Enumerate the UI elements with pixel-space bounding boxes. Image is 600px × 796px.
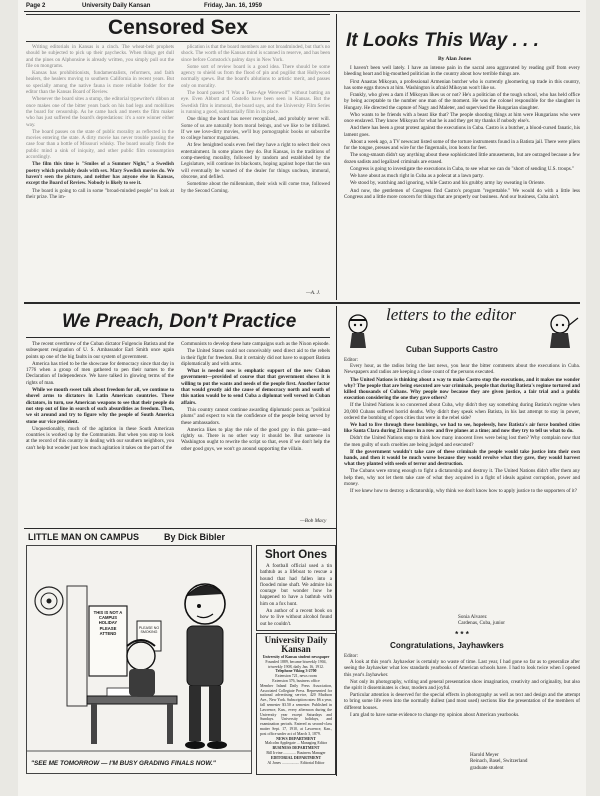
preach-column-1 — [26, 341, 174, 523]
paper-name: University Daily Kansan — [82, 3, 151, 9]
staff-heading: EDITORIAL DEPARTMENT — [270, 755, 322, 760]
preach-title: We Preach, Don't Practice — [62, 311, 297, 332]
letters-banner: letters to the editor — [386, 305, 516, 324]
preach-column-2 — [181, 341, 330, 517]
paragraph: While we mouth sweet talk about freedom for all, we continue to shovel arms to dictators in Latin American countries. These dictators, in turn, use American weapons to see that their people do not step out of line in search of such absurdities as freedom. Then, we sit around and try to figure why the people of South America stone our vice president. — [26, 387, 174, 425]
staff-heading: BUSINESS DEPARTMENT — [272, 746, 320, 751]
paragraph: And there has been a great protest against the executions in Cuba. Castro is a butcher, a blood-cursed fanatic, his lament goes. — [344, 125, 580, 138]
paragraph: One thing the board has never recognized, and probably never will. Some of us are naturally born moral beings, and we like to be titillated. If we see love-dirty movies, we'll buy pornographic books or subscribe to college humor magazines. — [181, 116, 330, 142]
paragraph: Communists to develop these hate campaigns such as the Nixon episode. — [181, 341, 330, 347]
paragraph: The recent overthrow of the Cuban dictator Fulgencio Batista and the subsequent resignation of U. S. Ambassador Earl Smith once again points up one of the big faults in our system of government. — [26, 341, 174, 360]
masthead-rule — [24, 11, 580, 12]
staff-line: Al Jones .................. Editorial Editor — [267, 760, 325, 765]
paragraph: The United States could not conceivably send direct aid to the rebels in their fight for freedom. But it certainly did not have to support Batista diplomatically and with arms. — [181, 348, 330, 367]
section-rule — [24, 302, 580, 304]
paragraph: Not only its photography, writing and general presentation show imagination, creativity and originality, but also the spirit it disseminates is clear, modern and joyful. — [344, 678, 580, 692]
paragraph: The board passes on the state of public morality as reflected in the movies entering the state. A dirty movie has never trouble passing the case four than a bottle of Missouri whisky. The board usually finds the public mind a sink of iniquity, and other public film consumption accordingly. — [26, 128, 174, 161]
staff-heading: NEWS DEPARTMENT — [276, 736, 316, 741]
cartoon-small-sign: PLEASE NO SMOKING — [138, 626, 160, 635]
paragraph: Some sort of review board is a good idea. There should be some agency to shield us from the flood of pin and pugilist that Hollywood normally spews. But the board's ablutions to artistic merit, and passes only on morality. — [181, 63, 330, 89]
paragraph: The song-smasm didn't say anything about these sophisticated little amusements, but are outraged because a few dozen sadists and legalized criminals are erased. — [344, 152, 580, 165]
paragraph: I am glad to have some evidence to change my opinion about American yearbooks. — [350, 711, 520, 718]
short-ones-box — [256, 545, 336, 631]
paragraph: Every hour, as the radios bring the last news, you hear the bitter comments about the executions in Cuba. Newspapers and radios are keeping a close count of the persons executed. — [344, 363, 580, 376]
signature-name: Harold Meyer — [470, 752, 499, 758]
cartoon-panel — [26, 545, 252, 774]
paragraph: I haven't been well lately. I have an intense pain in the sacral area aggravated by reading golf from every bleeding heart and big-mouthed politician in the country about how terrible things are. — [344, 65, 580, 78]
letter1-title: Cuban Supports Castro — [406, 345, 498, 354]
cartoon-caption: "SEE ME TOMORROW — I'M BUSY GRADING FINALS NOW." — [31, 760, 216, 767]
cartoon-wall-sign: THIS IS NOT A CAMPUS HOLIDAY PLEASE ATTEND — [93, 610, 123, 636]
staff-line: Member Inland Daily Press Association, Associated Collegiate Press. Represented for national advertising service, 420 Madison Ave., New York. Subscription rates: $6 a year, fall semester $3.50 a semester. Published in Lawrence, Kan., every afternoon during the University year except Saturdays and Sundays. University holidays, and examination periods. Entered as second-class matter Sept. 17, 1910, at Lawrence, Kan., post office under act of March 3, 1879. — [260, 683, 332, 736]
paragraph: Whenever the board sites a stump, the editorial typewriter's ribbon at once makes one of the bitter years back on his bad legs and mobilizes the board for censorship. As he came back and meets the film maker who has just suffered the board's depredations: it's a sore winner either way. — [26, 96, 174, 128]
paragraph: We stood by, watching and ignoring, while Castro and his grubby army lay sweating in Oriente. — [350, 180, 546, 187]
staff-line: Bill Irvine ............. Business Manager — [266, 750, 326, 755]
paragraph: We had to live through these bombings, we had to see, hopelessly, how Batista's air force bombed cities like Santa Clara during 23 hours in a row and five planes at a time; and now they try to tell us what to do. — [344, 422, 580, 435]
staff-line: Extension 376, business office — [272, 678, 320, 683]
staff-line: Telephone Viking 3-2700 — [275, 669, 317, 674]
paragraph: We have about as much right in Cuba as a polecat at a lawn party. — [350, 173, 484, 179]
column-divider — [336, 306, 337, 776]
paragraph: America likes to play the role of the good guy in this game—and rightly so. There is no other way it should be. But someone in Washington ought to rewrite the script so that, even if we don't help the other good guys, we won't go around supporting the villain. — [181, 426, 330, 452]
signature-affiliation: Reinach, Basel, Switzerland — [470, 758, 528, 765]
paragraph: About a week ago, a TV newscast listed some of the torture instruments found in a Batista jail. There were pliers for the tongue, presses and wire for the fingernails, iron boots for feet. — [344, 138, 580, 151]
salutation: Editor: — [344, 653, 359, 659]
paragraph: The board passed "I Was a Teen-Age Werewolf" without batting an eye. Even Abbott and Costello have been seen in Kansas. But the Swedish film is immoral, the board says, and the University Film Series is running a good, substantially film in its place. — [181, 90, 330, 115]
paragraph: And now, the gentlemen of Congress find Castro's program "regrettable." We would do with a little less Congress and a little more concern for things that are properly our business. And our business, Cuba ain't. — [344, 187, 580, 200]
column-divider — [336, 14, 337, 300]
signature-name: Sonia Alvarez — [458, 614, 487, 620]
paragraph: If the government wouldn't take care of these criminals the people would take justice into their own hands, and then it would be much worse because they would revolve what they gave, they would harvest what they planted with seeds of terror and destruction. — [344, 448, 580, 468]
cartoon-drawing — [27, 546, 251, 760]
paragraph: Kansas has prohibitionists, fundamentalists, reformers, and faith healers, the healers moving to southern California in recent years. But so specially among the native fauna is more reliable fodder for the editor than the Kansas Board of Review. — [26, 70, 174, 96]
censored-sex-signature: —A. J. — [306, 290, 321, 296]
paragraph: Writing editorials in Kansas is a cinch. The wheat-belt prophets should be subjected to pick up their paychecks. When things get dull and the pines on Alphonsine is already written, you simply pull out the file on mongrams. — [26, 44, 174, 69]
paragraph: A football official used a tin bathtub as a lifeboat to rescue a hound that had fallen into a flooded mine shaft. We admire his courage but wonder how he happened to have a bathtub with him on a fox hunt. — [260, 563, 332, 607]
staff-line: Extension 721, news room — [275, 674, 317, 679]
kansan-staff-box — [256, 633, 336, 775]
salutation: Editor: — [344, 357, 359, 363]
this-way-body — [344, 65, 580, 297]
paragraph: Unquestionably, much of the agitation in these South American countries is worked up by the Communists. But when you stop to look at the record of this country in dealing with our southern neighbors, you can't help but wonder just how much agitation it takes on the part of the — [26, 425, 174, 451]
paragraph: The United Nations is thinking about a way to make Castro stop the executions, and it makes me wonder why? The people that are being executed are war criminals, people that during Batista's regime tortured and killed thousands of Cubans. Why people now because they are given justice, a fair trial and a public execution considering the one they gave others? — [344, 376, 580, 402]
letter2-signature — [470, 752, 580, 774]
paragraph: Particular attention is deserved for the special effects in photography as well as text and design and the attempt to bring some life even into the normally dullest (and most used) sections like the presentation of the members of different houses. — [344, 692, 580, 711]
letter2-title: Congratulations, Jayhawkers — [390, 641, 504, 650]
cartoon-title: LITTLE MAN ON CAMPUS — [28, 532, 139, 542]
paragraph: A look at this year's Jayhawker is certainly no waste of time. Last year, I had gone so far as to generalize after seeing the Jayhawker what low standards yearbooks of American schools have. I had to look twice when I opened this year's Jayhawker. — [344, 659, 580, 678]
paragraph: If the United Nations is so concerned about Cuba, why didn't they say something during Batista's regime when 20,000 Cubans suffered horrid deaths. Why didn't they speak when Batista, in his last attempt to stay in power, ordered the bombing of open cities that were in the rebel side? — [344, 402, 580, 421]
censored-sex-column-1 — [26, 44, 174, 287]
this-way-byline: By Alan Jones — [438, 56, 472, 62]
paragraph: The film this time is "Smiles of a Summer Night," a Swedish poetry which probably deals with sex. Mary Swedish movies do. We haven't seen the picture, and neither has anyone else in Kansas, except the Board of Review. Nobody is likely to see it. — [26, 161, 174, 187]
letter2-body — [344, 653, 580, 751]
paragraph: The Cubans were strong enough to fight a dictatorship and destroy it. The United Nations didn't offer them any help then, why not let them take care of what they acquired in a fight of ideals against corruption, power and money. — [344, 468, 580, 487]
paragraph: Didn't the United Nations stop to think how many innocent lives were being lost then? Why complain now that the men guilty of such cruelties are being judged and executed? — [344, 435, 580, 448]
short-ones-body — [257, 561, 335, 633]
censored-sex-title-box — [26, 14, 330, 42]
staff-line: Malcolm Applegate ... Managing Editor — [264, 741, 328, 746]
censored-sex-title: Censored Sex — [107, 16, 249, 39]
paragraph: Who wants to be friends with a beast like that? The people shooting things at him were Hungarians who were once enslaved. They know Mikoyan for what he is and they get my thanks if nobody else's. — [344, 111, 580, 124]
paragraph: First Anastas Mikoyan, a professional Armenian butcher who is currently gloomering up trade in this country, has some eggs thrown at him. Washington is afraid Mikoyan won't like us. — [344, 78, 580, 91]
paragraph: An author of a recent book on how to live without alcohol found out he couldn't. — [260, 608, 332, 627]
page-number: Page 2 — [26, 3, 46, 9]
paragraph: This country cannot continue awarding diplomatic posts as "political plums" and expect to win the confidence of the people being served by these ambassadors. — [181, 406, 330, 426]
censored-sex-column-2 — [181, 44, 330, 287]
paragraph: What is needed now is emphatic support of the new Cuban government—provided of course that that government shows it is willing to put the wants and needs of the people first. Another factor that would greatly aid the cause of democracy north and south of this nation would be to send Cuba a diplomat well versed in Cuban affairs. — [181, 368, 330, 406]
signature-status: graduate student — [470, 764, 504, 771]
paragraph: If we knew how to destroy a dictatorship, why think we don't know how to apply justice to the supporters of it? — [350, 488, 577, 495]
section-stars: * * * — [455, 630, 469, 639]
this-way-title: It Looks This Way . . . — [346, 30, 539, 51]
newspaper-page — [18, 0, 586, 796]
preach-rule — [26, 337, 330, 338]
paragraph: At few benighted souls even feel they have a right to select their own entertainment. In some places they do. But Kansas, in the traditions of comp-meeting morality, followed by random and established by the Legislature, will continue its blackouts, hoping against hope that the sun will eventually be warned of the dealer for things unclean, immoral, obscene, and defiled. — [181, 142, 330, 180]
cartoon-author: By Dick Bibler — [164, 532, 226, 542]
paragraph: Congress is going to investigate the executions in Cuba, to see what we can do "short of sending U.S. troops." — [350, 165, 575, 172]
kansan-logo: University Daily Kansan — [264, 635, 328, 654]
issue-date: Friday, Jan. 16, 1959 — [204, 3, 262, 9]
paragraph: plication is that the board members are not broadminded, but that's no shock. The worth of the Kansas mind is scanned in reserve, and has been since before Comstock's palmy days in New York. — [181, 44, 330, 63]
preach-signature: —Bob Macy — [300, 518, 327, 524]
staff-line: Founded 1889, became biweekly 1904, triweekly 1908, daily Jan. 16, 1912. — [265, 659, 327, 669]
signature-affiliation: Cardenas, Cuba, junior — [458, 620, 505, 627]
letter1-signature — [458, 614, 578, 628]
kansan-staff-body — [257, 654, 335, 776]
paragraph: Frankly, who gives a darn if Mikoyan likes us or not? He's a politician of the tough school, who has held office by being acceptable to the number one man of the moment. He was the colonel responsible for the slaughter in Hungary. He directed the capture of Nagy and Maleter, and supervised the Hungarian slaughter. — [344, 92, 580, 111]
letter1-body — [344, 357, 580, 612]
paragraph: America has tried to be the showcase for democracy since that day in 1776 when a group of men gathered to pen their names to the Declaration of Independence. We have talked in glowing terms of the rights of man. — [26, 360, 174, 386]
paragraph: Sometime about the millennium, their wish will come true, followed by the Second Coming. — [181, 181, 330, 194]
paragraph: The board is going to call in some "broad-minded people" to look at their prize. The im- — [26, 187, 174, 200]
short-ones-title: Short Ones — [265, 549, 327, 561]
staff-line: University of Kansas student newspaper — [262, 655, 330, 659]
section-rule — [24, 528, 336, 529]
